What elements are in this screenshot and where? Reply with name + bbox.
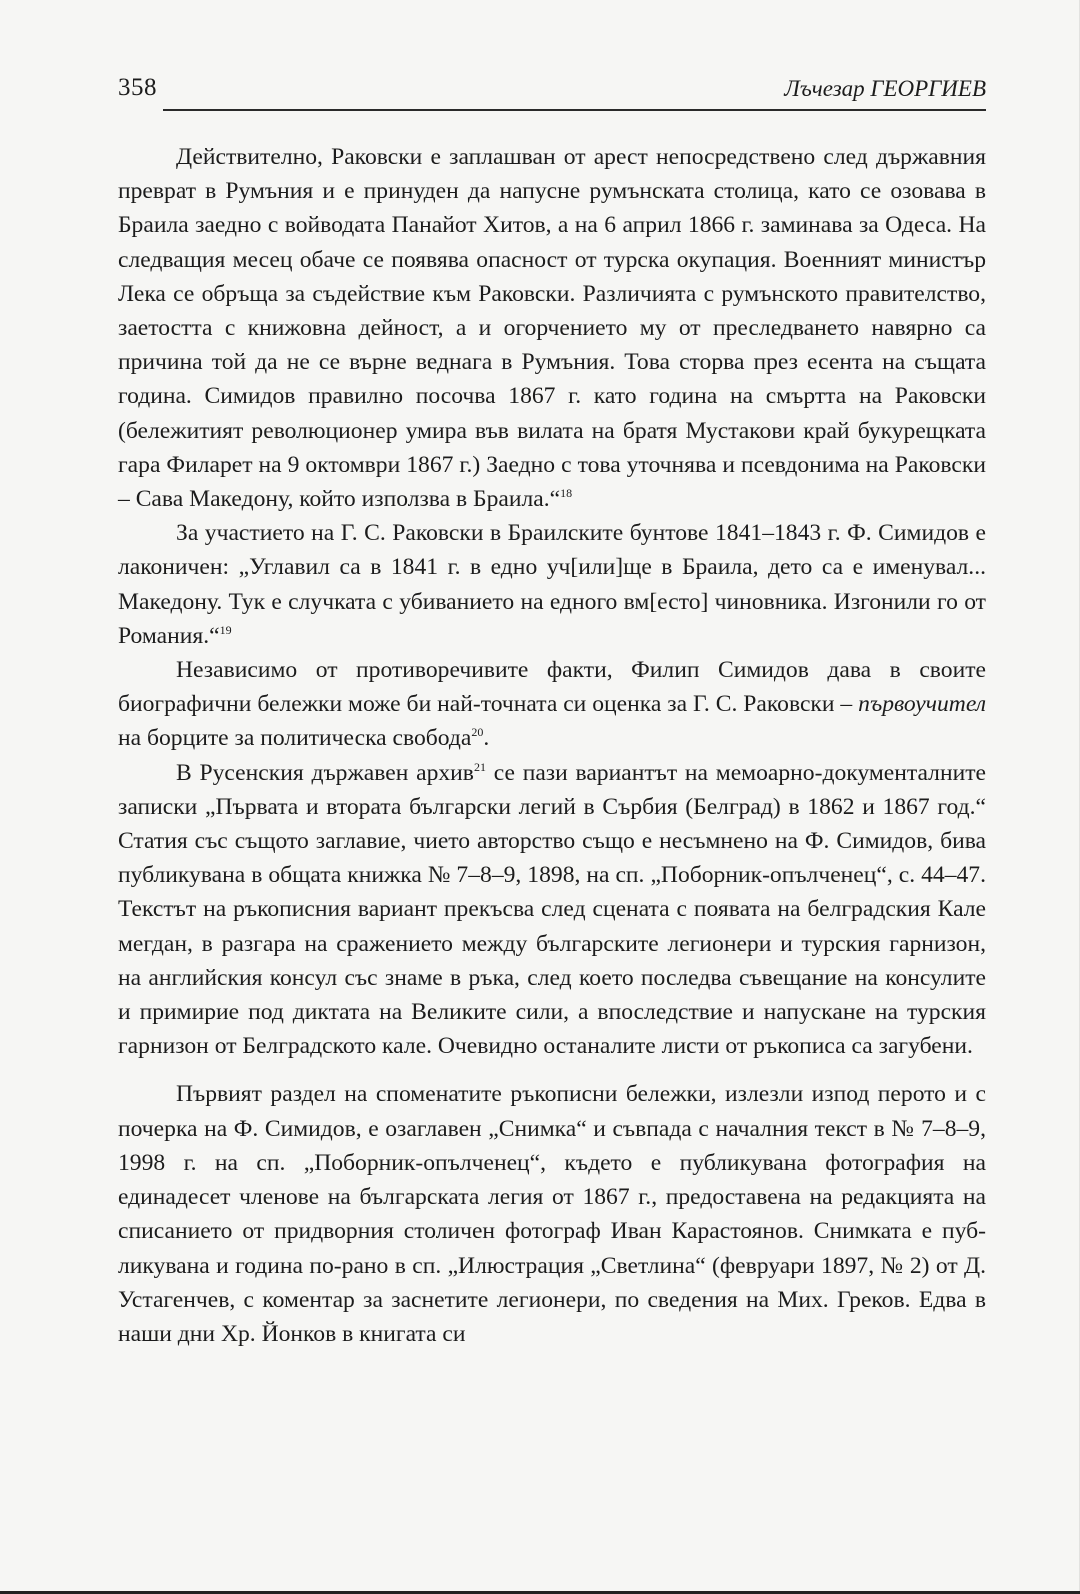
page-number: 358 [118,74,157,101]
paragraph-3-text-after: на борците за политическа свобода [118,725,472,752]
paragraph-5 [118,1077,986,1351]
emphasized-term: първоучител [858,691,986,718]
paragraph-5-text: Първият раздел на споменатите ръкописни бележки, излезли изпод перото и с почерка на Ф. Симидов, е озаглавен „Снимка“ и съвпада с началния текст в № 7–8–9, 1998 г. на сп. „Поборник-опълченец“, където е публикувана фотография на единадесет членове на българската легия от 1867 г., предоставена на редакцията на списанието от придворния столичен фотограф Иван Карастоянов. Снимката е публикувана и година по-рано в сп. „Илюстрация „Светлина“ (февруари 1897, № 2) от Д. Устагенчев, с коментар за заснетите легионери, по сведения на Мих. Греков. Едва в наши дни Хр. Йонков в книгата си [118,1081,986,1347]
paragraph-3 [118,653,986,756]
book-page [118,70,986,1351]
footnote-ref-19: 19 [219,622,232,637]
paragraph-1 [118,140,986,516]
paragraph-3-end: . [483,725,490,752]
running-head: Лъчезар ГЕОРГИЕВ [784,76,986,101]
paragraph-1-text: Действително, Раковски е заплашван от арест непосредствено след държавния преврат в Румъния и е принуден да напусне румънската столица, като се озовава в Браила заедно с войводата Панайот Хитов, а на 6 април 1866 г. заминава за Одеса. На следващия месец обаче се появява опасност от турска окупация. Военният министър Лека се обръща за съдействие към Раковски. Различията с румънското правителство, заетостта с книжовна дейност, а и огорчението му от преследването навярно са причина той да не се върне веднага в Румъния. Това сторва през есента на същата година. Симидов правилно посочва 1867 г. като година на смъртта на Раковски (бележитият революционер умира във вилата на братя Мустакови край букурещката гара Филарет на 9 октомври 1867 г.) Заедно с това уточнява и псевдонима на Раковски – Сава Македону, който използва в Браила.“ [118,144,986,513]
paragraph-4-text-after: се пази вариантът на мемоарно-документалните записки „Първата и втората български легий в Сърбия (Белград) в 1862 и 1867 год.“ Статия със същото заглавие, чието авторство също е несъмнено на Ф. Симидов, бива публикувана в общата книжка № 7–8–9, 1898, на сп. „Поборник-опълченец“, с. 44–47. Текстът на ръкописния вариант прекъсва след сцената с появата на белградския Кале мегдан, в разгара на сражението между българските легионери и турския гарнизон, на английския консул със знаме в ръка, след което последва съвещание на консулите и примирие под диктата на Великите сили, а впоследствие и напускане на турския гарнизон от Белградското кале. Очевидно останалите листи от ръкописа са загубени. [118,759,986,1060]
paragraph-4-text-before: В Русенския държавен архив [176,759,474,786]
header-rule [163,109,986,111]
paragraph-4 [118,756,986,1064]
footnote-ref-21: 21 [473,759,486,774]
footnote-ref-18: 18 [560,486,573,501]
page-header [118,70,986,110]
paragraph-2 [118,516,986,653]
footnote-ref-20: 20 [471,725,484,740]
paragraph-3-text-before: Независимо от противоречивите факти, Филип Симидов дава в своите биографични бележки може би най-точната си оценка за Г. С. Раковски – [118,657,986,718]
paragraph-2-text: За участието на Г. С. Раковски в Браилските бунтове 1841–1843 г. Ф. Симидов е лаконичен: „Углавил са в 1841 г. в едно уч[или]ще в Браила, дето са е именувал... Македону. Тук е случката с убиванието на едного вм[есто] чиновника. Изгонили го от Романия.“ [118,520,986,649]
body-text [118,140,986,1351]
